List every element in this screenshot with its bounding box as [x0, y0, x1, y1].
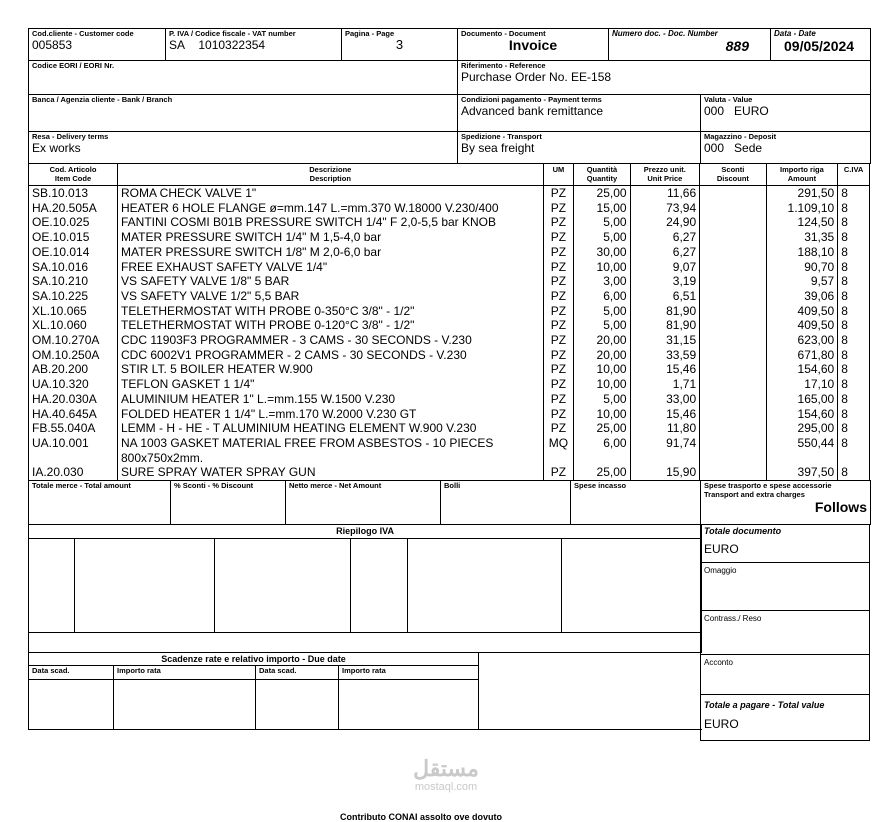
net-amount-label: Netto merce - Net Amount	[289, 481, 382, 491]
item-qty: 5,00	[574, 318, 630, 333]
item-price: 15,90	[630, 465, 700, 480]
table-row	[29, 407, 870, 422]
item-um: PZ	[543, 362, 574, 377]
vat-prefix: SA	[169, 38, 186, 52]
item-price: 11,66	[630, 186, 700, 201]
item-discount	[700, 201, 767, 216]
payment-terms: Advanced bank remittance	[461, 104, 604, 118]
date-label: Data - Date	[774, 29, 816, 38]
customer-code: 005853	[32, 38, 73, 52]
item-qty: 10,00	[574, 377, 630, 392]
item-vat	[838, 451, 870, 466]
col-vat: C.IVA	[838, 164, 870, 186]
item-qty: 15,00	[574, 201, 630, 216]
item-discount	[700, 274, 767, 289]
item-qty: 25,00	[574, 186, 630, 201]
item-desc: FOLDED HEATER 1 1/4" L.=mm.170 W.2000 V.230 GT	[118, 407, 544, 422]
table-row	[29, 274, 870, 289]
item-qty	[574, 451, 630, 466]
table-row	[29, 289, 870, 304]
payment-terms-cell	[458, 95, 701, 132]
item-qty: 10,00	[574, 260, 630, 275]
item-desc: VS SAFETY VALVE 1/8" 5 BAR	[118, 274, 544, 289]
item-amount: 124,50	[766, 215, 838, 230]
item-desc: FANTINI COSMI B01B PRESSURE SWITCH 1/4" F 2,0-5,5 bar KNOB	[118, 215, 544, 230]
col-unit-price: Prezzo unit. Unit Price	[630, 164, 700, 186]
gift-label: Omaggio	[704, 566, 737, 576]
item-amount: 291,50	[766, 186, 838, 201]
total-document-cell	[701, 525, 870, 563]
item-code: SB.10.013	[29, 186, 118, 201]
item-um: PZ	[543, 407, 574, 422]
item-code: XL.10.065	[29, 304, 118, 319]
item-code: HA.40.645A	[29, 407, 118, 422]
item-vat: 8	[838, 348, 870, 363]
total-amount-cell	[29, 481, 171, 525]
item-amount: 154,60	[766, 362, 838, 377]
item-amount	[766, 451, 838, 466]
item-um: PZ	[543, 348, 574, 363]
item-price: 33,00	[630, 392, 700, 407]
col-discount: Sconti Discount	[700, 164, 767, 186]
item-qty: 10,00	[574, 362, 630, 377]
item-vat: 8	[838, 333, 870, 348]
installment-col-2: Importo rata	[339, 666, 479, 680]
item-vat: 8	[838, 362, 870, 377]
table-row	[29, 230, 870, 245]
reference-cell	[458, 61, 871, 95]
item-vat: 8	[838, 260, 870, 275]
item-desc: ALUMINIUM HEATER 1" L.=mm.155 W.1500 V.230	[118, 392, 544, 407]
item-qty: 5,00	[574, 392, 630, 407]
doc-number-label: Numero doc. - Doc. Number	[612, 29, 718, 38]
table-row	[29, 377, 870, 392]
reference-value: Purchase Order No. EE-158	[461, 70, 612, 84]
item-code: SA.10.225	[29, 289, 118, 304]
table-row	[29, 318, 870, 333]
item-discount	[700, 362, 767, 377]
item-price: 3,19	[630, 274, 700, 289]
bank-label: Banca / Agenzia cliente - Bank / Branch	[32, 95, 173, 104]
item-desc: CDC 11903F3 PROGRAMMER - 3 CAMS - 30 SECONDS - V.230	[118, 333, 544, 348]
item-vat: 8	[838, 436, 870, 451]
item-amount: 17,10	[766, 377, 838, 392]
col-um: UM	[543, 164, 574, 186]
collection-charges-label: Spese incasso	[574, 481, 627, 491]
reference-label: Riferimento - Reference	[461, 61, 546, 70]
item-discount	[700, 407, 767, 422]
item-vat: 8	[838, 274, 870, 289]
deposit-value: 000 Sede	[704, 141, 763, 155]
item-desc: HEATER 6 HOLE FLANGE ø=mm.147 L.=mm.370 W.18000 V.230/400	[118, 201, 544, 216]
item-discount	[700, 392, 767, 407]
item-um: PZ	[543, 230, 574, 245]
total-payable-label: Totale a pagare - Total value	[704, 700, 825, 711]
item-um: PZ	[543, 274, 574, 289]
item-code: OE.10.014	[29, 245, 118, 260]
col-item-code: Cod. Articolo Item Code	[29, 164, 118, 186]
item-amount: 154,60	[766, 407, 838, 422]
date-cell	[771, 29, 871, 61]
total-amount-label: Totale merce - Total amount	[32, 481, 131, 491]
items-body	[29, 186, 870, 481]
table-row	[29, 333, 870, 348]
item-um	[543, 451, 574, 466]
table-row	[29, 215, 870, 230]
watermark-arabic: مستقل	[413, 756, 479, 781]
invoice-document	[28, 28, 870, 741]
document-type-label: Documento - Document	[461, 29, 546, 38]
item-desc: 800x750x2mm.	[118, 451, 544, 466]
bank-cell	[29, 95, 458, 132]
due-date-col-2: Data scad.	[256, 666, 339, 680]
transport-charges-label: Spese trasporto e spese accessorie Transport and extra charges	[704, 481, 832, 500]
payment-terms-label: Condizioni pagamento - Payment terms	[461, 95, 602, 104]
item-code: SA.10.210	[29, 274, 118, 289]
installment-col-1: Importo rata	[114, 666, 256, 680]
gift-cell	[701, 563, 870, 611]
invoice-header	[28, 28, 871, 61]
item-desc: ROMA CHECK VALVE 1"	[118, 186, 544, 201]
item-qty: 5,00	[574, 215, 630, 230]
table-row	[29, 392, 870, 407]
item-price: 33,59	[630, 348, 700, 363]
vat-summary-table	[28, 524, 702, 653]
item-um: PZ	[543, 377, 574, 392]
item-amount: 165,00	[766, 392, 838, 407]
currency-cell	[701, 95, 871, 132]
item-amount: 397,50	[766, 465, 838, 480]
col-amount: Importo riga Amount	[766, 164, 838, 186]
item-amount: 9,57	[766, 274, 838, 289]
discount-label: % Sconti - % Discount	[174, 481, 254, 491]
item-discount	[700, 436, 767, 451]
item-discount	[700, 230, 767, 245]
item-qty: 10,00	[574, 407, 630, 422]
item-desc: MATER PRESSURE SWITCH 1/8" M 2,0-6,0 bar	[118, 245, 544, 260]
customer-code-label: Cod.cliente - Customer code	[32, 29, 134, 38]
col-description: Descrizione Description	[118, 164, 544, 186]
item-price: 81,90	[630, 304, 700, 319]
item-price: 31,15	[630, 333, 700, 348]
watermark-domain: mostaql.com	[414, 781, 478, 793]
item-amount: 39,06	[766, 289, 838, 304]
item-amount: 409,50	[766, 318, 838, 333]
item-vat: 8	[838, 318, 870, 333]
due-dates-title: Scadenze rate e relativo importo - Due date	[29, 653, 479, 666]
table-row	[29, 348, 870, 363]
table-row	[29, 304, 870, 319]
follows-text: Follows	[814, 499, 867, 516]
item-code: XL.10.060	[29, 318, 118, 333]
item-um: PZ	[543, 215, 574, 230]
item-price: 15,46	[630, 407, 700, 422]
item-qty: 5,00	[574, 230, 630, 245]
advance-cell	[701, 655, 870, 695]
item-amount: 188,10	[766, 245, 838, 260]
item-discount	[700, 421, 767, 436]
item-discount	[700, 377, 767, 392]
item-desc: FREE EXHAUST SAFETY VALVE 1/4"	[118, 260, 544, 275]
item-discount	[700, 318, 767, 333]
item-price: 81,90	[630, 318, 700, 333]
item-code: OM.10.250A	[29, 348, 118, 363]
item-price: 6,27	[630, 245, 700, 260]
item-price: 15,46	[630, 362, 700, 377]
item-vat: 8	[838, 186, 870, 201]
item-amount: 1.109,10	[766, 201, 838, 216]
eori-cell	[29, 61, 458, 95]
item-desc: MATER PRESSURE SWITCH 1/4" M 1,5-4,0 bar	[118, 230, 544, 245]
item-code: SA.10.016	[29, 260, 118, 275]
item-amount: 295,00	[766, 421, 838, 436]
item-discount	[700, 451, 767, 466]
item-um: PZ	[543, 421, 574, 436]
items-table	[28, 163, 870, 481]
contrass-label: Contrass./ Reso	[704, 614, 762, 624]
net-amount-cell	[286, 481, 441, 525]
item-vat: 8	[838, 377, 870, 392]
total-payable-cell	[701, 695, 870, 741]
item-discount	[700, 245, 767, 260]
deposit-label: Magazzino - Deposit	[704, 132, 777, 141]
item-um: PZ	[543, 186, 574, 201]
item-vat: 8	[838, 289, 870, 304]
item-desc: SURE SPRAY WATER SPRAY GUN	[118, 465, 544, 480]
page-label: Pagina - Page	[345, 29, 395, 38]
item-price	[630, 451, 700, 466]
stamps-label: Bolli	[444, 481, 461, 491]
due-date-col-1: Data scad.	[29, 666, 114, 680]
doc-number-cell	[609, 29, 771, 61]
item-amount: 671,80	[766, 348, 838, 363]
eori-label: Codice EORI / EORI Nr.	[32, 61, 115, 70]
item-code: FB.55.040A	[29, 421, 118, 436]
stamps-cell	[441, 481, 571, 525]
item-desc: TELETHERMOSTAT WITH PROBE 0-350°C 3/8" - 1/2"	[118, 304, 544, 319]
item-vat: 8	[838, 201, 870, 216]
total-document-label: Totale documento	[704, 526, 782, 537]
item-price: 91,74	[630, 436, 700, 451]
item-amount: 550,44	[766, 436, 838, 451]
item-qty: 6,00	[574, 289, 630, 304]
item-um: PZ	[543, 318, 574, 333]
item-discount	[700, 215, 767, 230]
deposit-cell	[701, 132, 871, 164]
delivery-terms-cell	[29, 132, 458, 164]
item-price: 6,51	[630, 289, 700, 304]
item-discount	[700, 289, 767, 304]
item-vat: 8	[838, 304, 870, 319]
item-vat: 8	[838, 465, 870, 480]
table-row	[29, 260, 870, 275]
advance-label: Acconto	[704, 658, 733, 668]
item-amount: 90,70	[766, 260, 838, 275]
item-price: 73,94	[630, 201, 700, 216]
item-desc: TELETHERMOSTAT WITH PROBE 0-120°C 3/8" - 1/2"	[118, 318, 544, 333]
item-um: PZ	[543, 465, 574, 480]
item-discount	[700, 260, 767, 275]
col-quantity: Quantità Quantity	[574, 164, 630, 186]
vat-number-label: P. IVA / Codice fiscale - VAT number	[169, 29, 296, 38]
vat-summary-title: Riepilogo IVA	[29, 525, 702, 539]
item-desc: LEMM - H - HE - T ALUMINIUM HEATING ELEMENT W.900 V.230	[118, 421, 544, 436]
transport-charges-cell	[701, 481, 871, 525]
item-discount	[700, 333, 767, 348]
item-code	[29, 451, 118, 466]
discount-cell	[171, 481, 286, 525]
item-um: PZ	[543, 289, 574, 304]
item-qty: 20,00	[574, 348, 630, 363]
transport-value: By sea freight	[461, 141, 535, 155]
vat-number-cell	[166, 29, 342, 61]
vat-number: 1010322354	[198, 38, 266, 52]
table-row	[29, 451, 870, 466]
item-qty: 6,00	[574, 436, 630, 451]
item-vat: 8	[838, 407, 870, 422]
item-qty: 25,00	[574, 421, 630, 436]
transport-label: Spedizione - Transport	[461, 132, 542, 141]
item-vat: 8	[838, 421, 870, 436]
item-discount	[700, 348, 767, 363]
item-desc: CDC 6002V1 PROGRAMMER - 2 CAMS - 30 SECONDS - V.230	[118, 348, 544, 363]
total-document-currency: EURO	[704, 542, 739, 557]
item-code: UA.10.001	[29, 436, 118, 451]
item-price: 1,71	[630, 377, 700, 392]
item-um: PZ	[543, 260, 574, 275]
item-qty: 30,00	[574, 245, 630, 260]
table-row	[29, 201, 870, 216]
item-amount: 623,00	[766, 333, 838, 348]
page-number: 3	[395, 37, 404, 52]
totals-side-table	[700, 524, 870, 741]
collection-cell	[571, 481, 701, 525]
item-qty: 5,00	[574, 304, 630, 319]
item-vat: 8	[838, 215, 870, 230]
item-discount	[700, 465, 767, 480]
item-um: PZ	[543, 392, 574, 407]
table-row	[29, 186, 870, 201]
item-code: OE.10.025	[29, 215, 118, 230]
item-code: IA.20.030	[29, 465, 118, 480]
footer-note: Contributo CONAI assolto ove dovuto	[340, 812, 502, 822]
item-code: HA.20.030A	[29, 392, 118, 407]
item-price: 11,80	[630, 421, 700, 436]
total-payable-currency: EURO	[704, 717, 739, 732]
item-price: 24,90	[630, 215, 700, 230]
watermark-logo	[391, 757, 501, 793]
item-discount	[700, 304, 767, 319]
currency-label: Valuta - Value	[704, 95, 753, 104]
item-vat: 8	[838, 230, 870, 245]
item-amount: 31,35	[766, 230, 838, 245]
item-price: 6,27	[630, 230, 700, 245]
item-code: UA.10.320	[29, 377, 118, 392]
table-row	[29, 421, 870, 436]
delivery-terms-label: Resa - Delivery terms	[32, 132, 109, 141]
customer-code-cell	[29, 29, 166, 61]
contrass-cell	[701, 611, 870, 655]
item-price: 9,07	[630, 260, 700, 275]
table-row	[29, 436, 870, 451]
totals-table	[28, 480, 871, 525]
item-discount	[700, 186, 767, 201]
page-cell	[342, 29, 458, 61]
item-desc: NA 1003 GASKET MATERIAL FREE FROM ASBESTOS - 10 PIECES	[118, 436, 544, 451]
item-desc: VS SAFETY VALVE 1/2" 5,5 BAR	[118, 289, 544, 304]
item-vat: 8	[838, 245, 870, 260]
doc-number: 889	[725, 38, 749, 54]
delivery-terms: Ex works	[32, 141, 81, 155]
table-row	[29, 465, 870, 480]
item-desc: STIR LT. 5 BOILER HEATER W.900	[118, 362, 544, 377]
item-qty: 3,00	[574, 274, 630, 289]
item-um: PZ	[543, 201, 574, 216]
item-code: OM.10.270A	[29, 333, 118, 348]
table-row	[29, 362, 870, 377]
table-row	[29, 245, 870, 260]
item-um: MQ	[543, 436, 574, 451]
item-um: PZ	[543, 333, 574, 348]
item-code: HA.20.505A	[29, 201, 118, 216]
due-dates-table	[28, 652, 702, 730]
item-qty: 20,00	[574, 333, 630, 348]
document-type-cell	[458, 29, 609, 61]
item-qty: 25,00	[574, 465, 630, 480]
item-vat: 8	[838, 392, 870, 407]
document-type: Invoice	[508, 37, 558, 53]
currency-value: 000 EURO	[704, 104, 769, 118]
transport-cell	[458, 132, 701, 164]
item-code: OE.10.015	[29, 230, 118, 245]
item-code: AB.20.200	[29, 362, 118, 377]
item-um: PZ	[543, 304, 574, 319]
item-um: PZ	[543, 245, 574, 260]
item-amount: 409,50	[766, 304, 838, 319]
invoice-date: 09/05/2024	[784, 38, 855, 54]
item-desc: TEFLON GASKET 1 1/4"	[118, 377, 544, 392]
